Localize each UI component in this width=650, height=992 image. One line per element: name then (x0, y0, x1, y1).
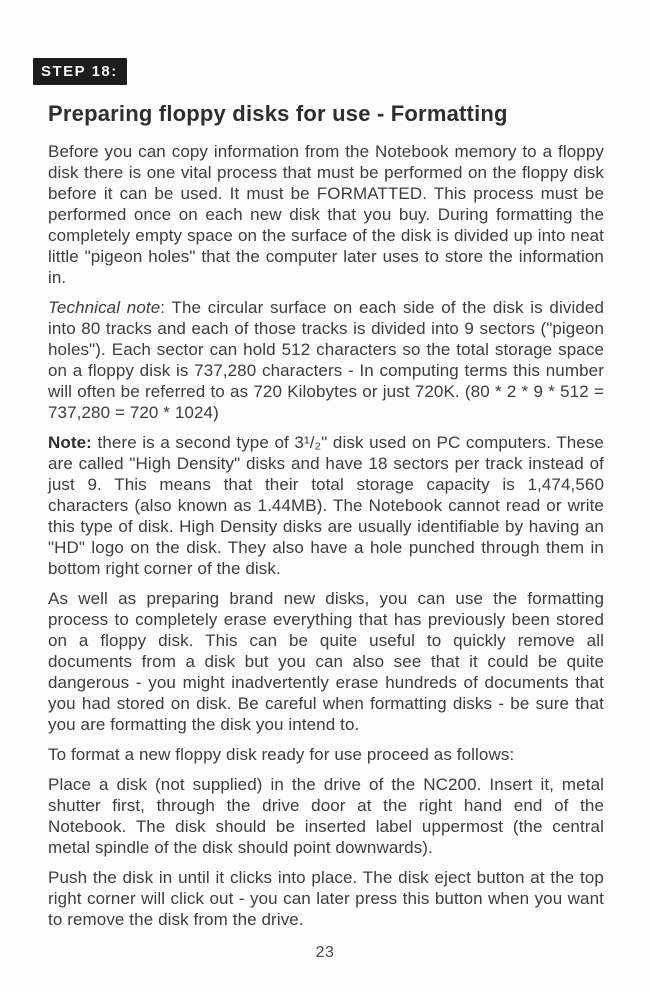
paragraph-note-high-density (48, 432, 604, 579)
page-number: 23 (315, 944, 335, 961)
paragraph-erase-warning-text: As well as preparing brand new disks, you can use the formatting process to completely erase everything that has previously been stored on a floppy disk. This can be quite useful to quickly remove all documents from a disk but you can also see that it could be quite dangerous - you might inadvertently erase hundreds of documents that you had stored on disk. Be careful when formatting disks - be sure that you are formatting the disk you intend to. (48, 589, 604, 734)
paragraph-push-disk-text: Push the disk in until it clicks into place. The disk eject button at the top right corner will click out - you can later press this button when you want to remove the disk from the drive. (48, 868, 604, 929)
paragraph-push-disk (48, 867, 604, 930)
paragraph-technical-note (48, 297, 604, 423)
paragraph-intro-text: Before you can copy information from the Notebook memory to a floppy disk there is one vital process that must be performed on the floppy disk before it can be used. It must be FORMATTED. This process must be performed once on each new disk that you buy. During formatting the completely empty space on the surface of the disk is divided up into neat little "pigeon holes" that the computer later uses to store the information in. (48, 142, 604, 287)
note-lead: Note: (48, 433, 92, 452)
note-text: there is a second type of 3¹/₂" disk used on PC computers. These are called "High Density" disks and have 18 sectors per track instead of just 9. This means that their total storage capacity is 1,474,560 characters (also known as 1.44MB). The Notebook cannot read or write this type of disk. High Density disks are usually identifiable by having an "HD" logo on the disk. They also have a hole punched through them in bottom right corner of the disk. (48, 433, 604, 578)
technical-note-lead: Technical note (48, 298, 161, 317)
paragraph-insert-disk-text: Place a disk (not supplied) in the drive of the NC200. Insert it, metal shutter first, through the drive door at the right hand end of the Notebook. The disk should be inserted label uppermost (the central metal spindle of the disk should point downwards). (48, 775, 604, 857)
page-content (41, 58, 604, 939)
page-title: Preparing floppy disks for use - Formatting (48, 101, 508, 126)
paragraph-insert-disk (48, 774, 604, 858)
paragraph-erase-warning (48, 588, 604, 735)
paragraph-format-intro-text: To format a new floppy disk ready for use proceed as follows: (48, 745, 515, 764)
paragraph-format-intro (48, 744, 604, 765)
paragraph-intro (48, 141, 604, 288)
technical-note-text: : The circular surface on each side of the disk is divided into 80 tracks and each of those tracks is divided into 9 sectors ("pigeon holes"). Each sector can hold 512 characters so the total storage space on a floppy disk is 737,280 characters - In computing terms this number will often be referred to as 720 Kilobytes or just 720K. (80 * 2 * 9 * 512 = 737,280 = 720 * 1024) (48, 298, 604, 422)
step-badge: STEP 18: (33, 58, 127, 85)
